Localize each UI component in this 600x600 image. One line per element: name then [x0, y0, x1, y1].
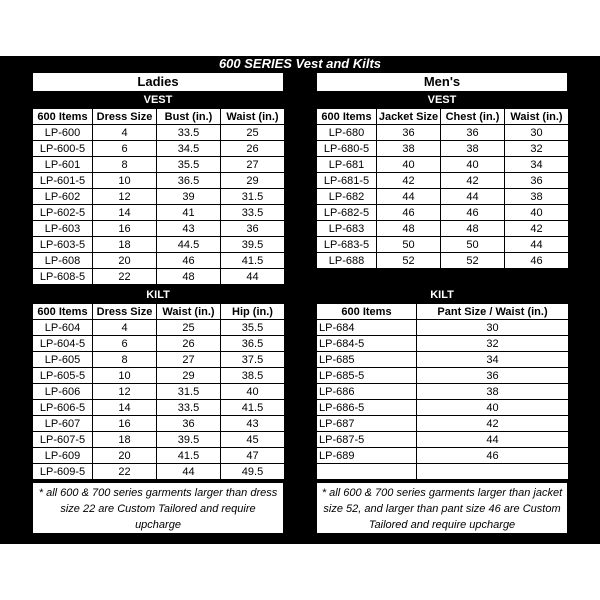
table-cell: 36: [157, 416, 221, 432]
table-row: [33, 368, 285, 384]
table-cell: 43: [157, 221, 221, 237]
table-cell: 45: [221, 432, 285, 448]
column-header: 600 Items: [317, 304, 417, 320]
table-cell: 40: [377, 157, 441, 173]
table-cell: 26: [221, 141, 285, 157]
table-row: [317, 205, 569, 221]
table-cell: 31.5: [157, 384, 221, 400]
ladies-footnote: * all 600 & 700 series garments larger than dress size 22 are Custom Tailored and require upcharge: [32, 482, 284, 534]
table-row: [33, 141, 285, 157]
table-cell: 46: [441, 205, 505, 221]
blank-row: [317, 269, 569, 285]
table-cell: 36: [221, 221, 285, 237]
table-cell: 26: [157, 336, 221, 352]
table-cell: 33.5: [221, 205, 285, 221]
table-cell: 10: [93, 368, 157, 384]
table-row: [317, 173, 569, 189]
table-cell: LP-605-5: [33, 368, 93, 384]
table-row: [33, 448, 285, 464]
table-cell: LP-683-5: [317, 237, 377, 253]
table-cell: 46: [157, 253, 221, 269]
table-cell: 40: [441, 157, 505, 173]
column-header: Waist (in.): [221, 109, 285, 125]
table-cell: 31.5: [221, 189, 285, 205]
table-row: [317, 221, 569, 237]
table-cell: 38: [417, 384, 569, 400]
table-cell: 33.5: [157, 125, 221, 141]
table-row: [33, 269, 285, 285]
table-cell: LP-681: [317, 157, 377, 173]
mens-vest-band: VEST: [427, 94, 457, 106]
table-row: [317, 189, 569, 205]
column-header: Hip (in.): [221, 304, 285, 320]
table-row: [33, 464, 285, 480]
table-row: [317, 253, 569, 269]
table-cell: 32: [505, 141, 569, 157]
table-cell: LP-601-5: [33, 173, 93, 189]
table-row: [33, 157, 285, 173]
table-cell: 46: [417, 448, 569, 464]
table-cell: 29: [221, 173, 285, 189]
table-row: [317, 432, 569, 448]
table-row: [33, 320, 285, 336]
table-cell: 41.5: [221, 253, 285, 269]
table-row: [33, 205, 285, 221]
table-cell: LP-603-5: [33, 237, 93, 253]
table-cell: 52: [441, 253, 505, 269]
table-row: [33, 416, 285, 432]
ladies-section: [32, 72, 284, 534]
table-cell: 20: [93, 253, 157, 269]
table-cell: 27: [221, 157, 285, 173]
table-cell: 36: [377, 125, 441, 141]
table-cell: 39: [157, 189, 221, 205]
table-cell: LP-602-5: [33, 205, 93, 221]
table-cell: 25: [221, 125, 285, 141]
table-cell: 44: [505, 237, 569, 253]
table-cell: 47: [221, 448, 285, 464]
blank-row: [317, 464, 569, 480]
table-row: [33, 221, 285, 237]
table-cell: 10: [93, 173, 157, 189]
table-cell: 48: [441, 221, 505, 237]
column-header: 600 Items: [33, 109, 93, 125]
table-cell: 44: [157, 464, 221, 480]
table-cell: 8: [93, 157, 157, 173]
table-cell: LP-687-5: [317, 432, 417, 448]
column-header: 600 Items: [317, 109, 377, 125]
table-cell: 37.5: [221, 352, 285, 368]
table-cell: 40: [417, 400, 569, 416]
ladies-kilt-band: KILT: [146, 289, 170, 301]
table-cell: 22: [93, 269, 157, 285]
table-row: [317, 141, 569, 157]
table-cell: LP-603: [33, 221, 93, 237]
table-cell: LP-680-5: [317, 141, 377, 157]
table-cell: 34.5: [157, 141, 221, 157]
table-cell: 49.5: [221, 464, 285, 480]
table-cell: 44.5: [157, 237, 221, 253]
table-header-row: [317, 109, 569, 125]
column-header: Waist (in.): [505, 109, 569, 125]
column-header: Waist (in.): [157, 304, 221, 320]
table-cell: LP-688: [317, 253, 377, 269]
table-cell: LP-600: [33, 125, 93, 141]
table-cell: 42: [377, 173, 441, 189]
table-cell: LP-684: [317, 320, 417, 336]
table-cell: 12: [93, 189, 157, 205]
table-cell: 40: [505, 205, 569, 221]
table-cell: 4: [93, 320, 157, 336]
column-header: Bust (in.): [157, 109, 221, 125]
table-cell: 36: [441, 125, 505, 141]
table-cell: 39.5: [157, 432, 221, 448]
table-cell: LP-680: [317, 125, 377, 141]
table-cell: 18: [93, 237, 157, 253]
table-cell: 44: [417, 432, 569, 448]
table-cell: 48: [377, 221, 441, 237]
table-cell: 8: [93, 352, 157, 368]
table-cell: LP-685: [317, 352, 417, 368]
ladies-vest-band: VEST: [143, 94, 173, 106]
table-cell: LP-602: [33, 189, 93, 205]
table-cell: LP-683: [317, 221, 377, 237]
table-header-row: [33, 304, 285, 320]
mens-kilt-table: [316, 303, 569, 480]
table-cell: 46: [377, 205, 441, 221]
table-cell: LP-607: [33, 416, 93, 432]
table-cell: LP-607-5: [33, 432, 93, 448]
table-cell: 4: [93, 125, 157, 141]
table-row: [33, 336, 285, 352]
table-row: [317, 368, 569, 384]
table-cell: 41.5: [221, 400, 285, 416]
table-cell: 38.5: [221, 368, 285, 384]
table-cell: LP-601: [33, 157, 93, 173]
table-row: [33, 253, 285, 269]
table-cell: LP-609-5: [33, 464, 93, 480]
table-row: [317, 352, 569, 368]
table-cell: 48: [157, 269, 221, 285]
table-cell: 42: [417, 416, 569, 432]
table-row: [33, 125, 285, 141]
ladies-vest-table: [32, 108, 285, 285]
column-header: Jacket Size: [377, 109, 441, 125]
table-cell: 30: [505, 125, 569, 141]
table-cell: 16: [93, 221, 157, 237]
table-row: [317, 400, 569, 416]
table-cell: 41.5: [157, 448, 221, 464]
table-cell: 38: [441, 141, 505, 157]
table-cell: LP-685-5: [317, 368, 417, 384]
table-cell: 38: [377, 141, 441, 157]
table-cell: 35.5: [157, 157, 221, 173]
table-cell: LP-686-5: [317, 400, 417, 416]
table-row: [33, 237, 285, 253]
table-cell: 43: [221, 416, 285, 432]
table-row: [317, 384, 569, 400]
table-row: [33, 173, 285, 189]
table-cell: 14: [93, 400, 157, 416]
table-cell: 12: [93, 384, 157, 400]
table-row: [33, 432, 285, 448]
table-cell: 42: [505, 221, 569, 237]
table-cell: 6: [93, 336, 157, 352]
table-cell: LP-608: [33, 253, 93, 269]
chart-title: 600 SERIES Vest and Kilts: [218, 56, 382, 71]
table-cell: 16: [93, 416, 157, 432]
table-header-row: [317, 304, 569, 320]
column-header: Dress Size: [93, 109, 157, 125]
column-header: Chest (in.): [441, 109, 505, 125]
table-cell: 41: [157, 205, 221, 221]
table-row: [317, 237, 569, 253]
table-cell: 38: [505, 189, 569, 205]
table-row: [33, 352, 285, 368]
table-cell: 44: [221, 269, 285, 285]
table-cell: 36: [417, 368, 569, 384]
mens-vest-table: [316, 108, 569, 285]
table-row: [33, 384, 285, 400]
table-cell: LP-606: [33, 384, 93, 400]
table-cell: 32: [417, 336, 569, 352]
table-cell: LP-682: [317, 189, 377, 205]
table-cell: 44: [441, 189, 505, 205]
table-cell: LP-600-5: [33, 141, 93, 157]
mens-section: [316, 72, 568, 534]
mens-kilt-band: KILT: [430, 289, 454, 301]
table-cell: 35.5: [221, 320, 285, 336]
table-row: [33, 189, 285, 205]
table-cell: LP-686: [317, 384, 417, 400]
table-cell: 44: [377, 189, 441, 205]
table-row: [317, 416, 569, 432]
table-cell: LP-681-5: [317, 173, 377, 189]
column-header: Dress Size: [93, 304, 157, 320]
table-cell: 39.5: [221, 237, 285, 253]
table-cell: LP-682-5: [317, 205, 377, 221]
table-header-row: [33, 109, 285, 125]
table-cell: LP-689: [317, 448, 417, 464]
table-cell: 14: [93, 205, 157, 221]
table-row: [317, 336, 569, 352]
table-cell: 36: [505, 173, 569, 189]
table-cell: 52: [377, 253, 441, 269]
table-row: [317, 125, 569, 141]
table-cell: 20: [93, 448, 157, 464]
table-cell: 36.5: [221, 336, 285, 352]
table-cell: LP-604: [33, 320, 93, 336]
table-cell: LP-604-5: [33, 336, 93, 352]
table-cell: 33.5: [157, 400, 221, 416]
table-row: [33, 400, 285, 416]
table-cell: LP-687: [317, 416, 417, 432]
table-cell: 42: [441, 173, 505, 189]
table-row: [317, 448, 569, 464]
table-cell: 34: [505, 157, 569, 173]
column-header: Pant Size / Waist (in.): [417, 304, 569, 320]
table-cell: 22: [93, 464, 157, 480]
table-cell: LP-608-5: [33, 269, 93, 285]
table-cell: LP-606-5: [33, 400, 93, 416]
table-row: [317, 157, 569, 173]
size-chart: [0, 56, 600, 544]
table-cell: 27: [157, 352, 221, 368]
table-cell: 6: [93, 141, 157, 157]
table-cell: LP-684-5: [317, 336, 417, 352]
mens-heading: Men's: [316, 72, 568, 92]
table-cell: 30: [417, 320, 569, 336]
ladies-kilt-table: [32, 303, 285, 480]
table-cell: LP-609: [33, 448, 93, 464]
table-cell: 50: [441, 237, 505, 253]
table-cell: 34: [417, 352, 569, 368]
table-cell: LP-605: [33, 352, 93, 368]
table-row: [317, 320, 569, 336]
table-cell: 18: [93, 432, 157, 448]
column-header: 600 Items: [33, 304, 93, 320]
table-cell: 46: [505, 253, 569, 269]
table-cell: 29: [157, 368, 221, 384]
table-cell: 36.5: [157, 173, 221, 189]
ladies-heading: Ladies: [32, 72, 284, 92]
mens-footnote: * all 600 & 700 series garments larger than jacket size 52, and larger than pant size 46 are Custom Tailored and require upcharge: [316, 482, 568, 534]
table-cell: 25: [157, 320, 221, 336]
table-cell: 40: [221, 384, 285, 400]
table-cell: 50: [377, 237, 441, 253]
